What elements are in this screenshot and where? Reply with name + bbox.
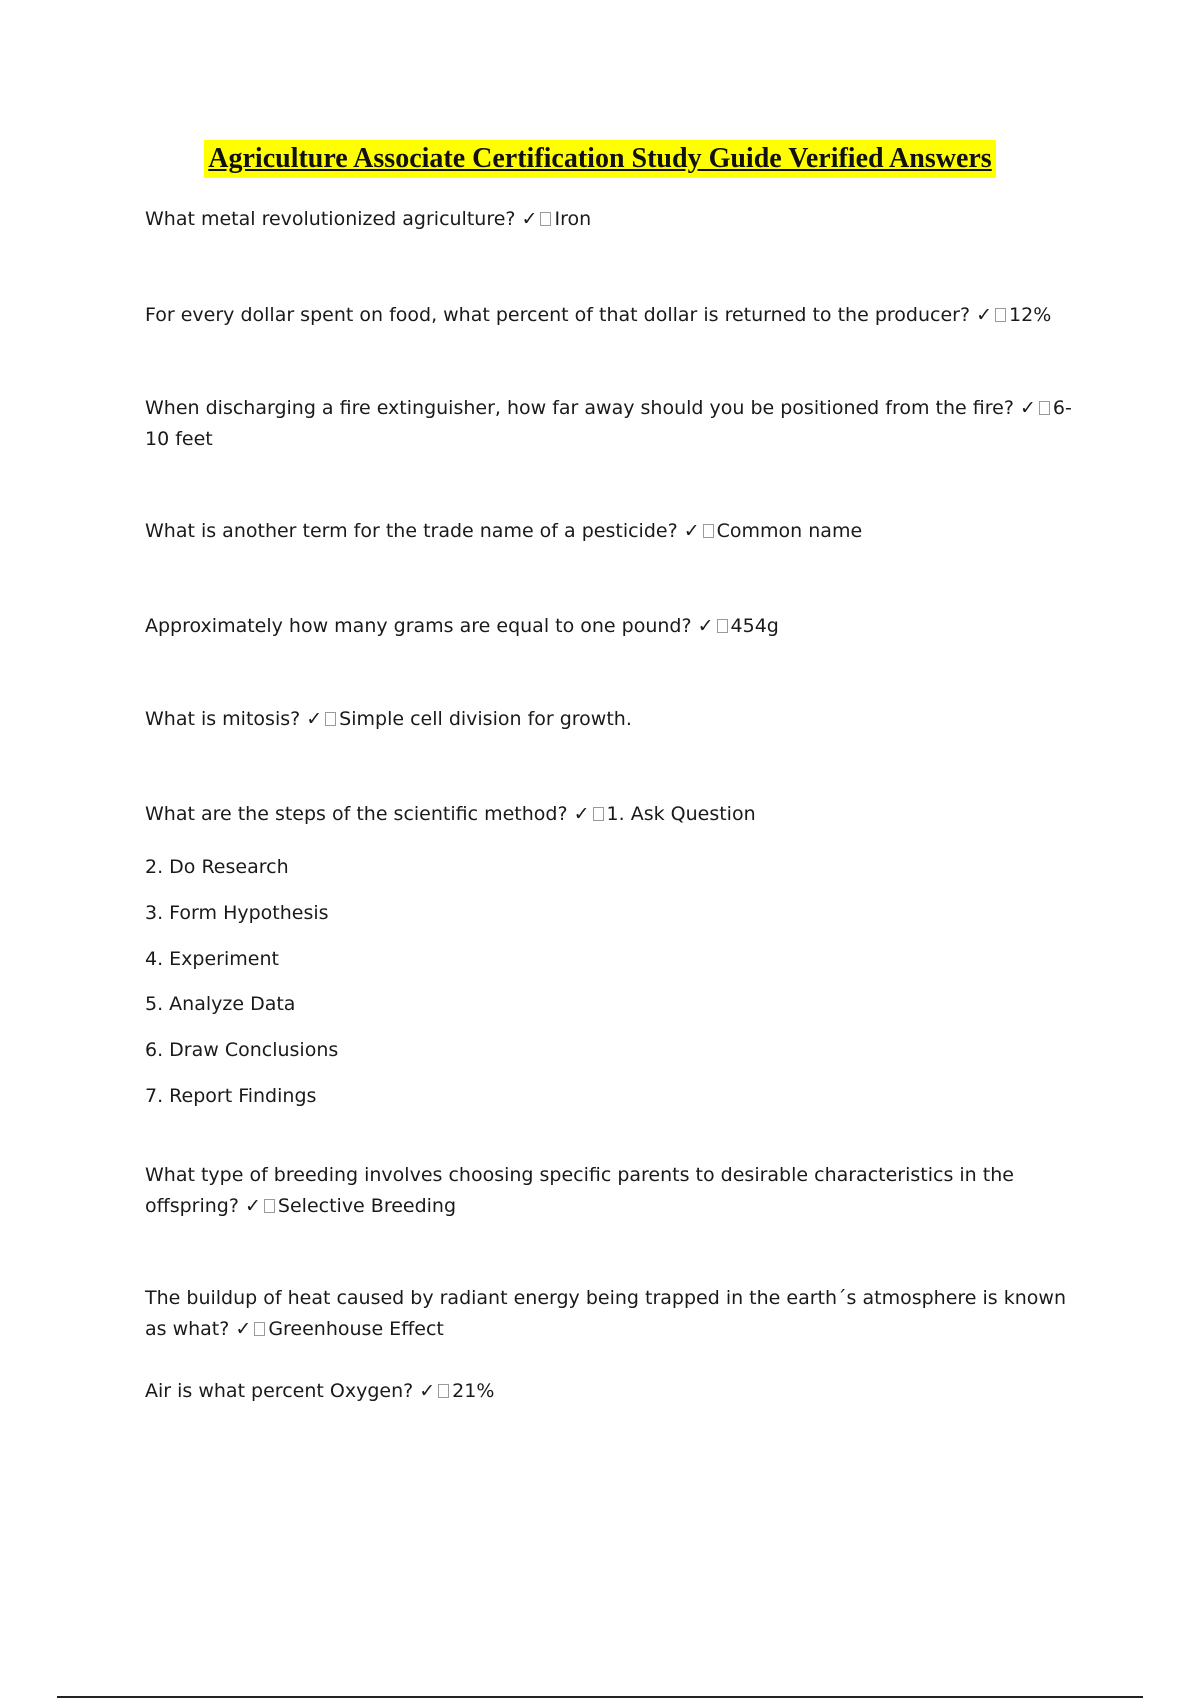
- qa-item: [145, 1283, 1075, 1345]
- check-icon: ✓: [573, 803, 590, 825]
- qa-item: [145, 516, 862, 547]
- question-text: For every dollar spent on food, what percent of that dollar is returned to the producer?: [145, 304, 971, 326]
- answer-text: Iron: [554, 208, 592, 230]
- answer-text: 12%: [1009, 304, 1052, 326]
- check-icon: ✓: [697, 615, 714, 637]
- title-wrapper: [0, 140, 1200, 178]
- list-item: 3. Form Hypothesis: [145, 901, 329, 924]
- check-icon: ✓: [976, 304, 993, 326]
- check-icon: ✓: [235, 1318, 252, 1340]
- question-text: What metal revolutionized agriculture?: [145, 208, 516, 230]
- box-glyph-icon: [438, 1384, 449, 1398]
- answer-text: 21%: [452, 1380, 495, 1402]
- check-icon: ✓: [1019, 397, 1036, 419]
- list-item: 5. Analyze Data: [145, 993, 296, 1016]
- qa-item: [145, 1376, 494, 1407]
- qa-item: [145, 393, 1075, 455]
- question-text: When discharging a fire extinguisher, how far away should you be positioned from the fire?: [145, 397, 1014, 419]
- qa-item: [145, 204, 591, 235]
- check-icon: ✓: [521, 208, 538, 230]
- box-glyph-icon: [703, 524, 714, 538]
- list-item: 6. Draw Conclusions: [145, 1039, 339, 1062]
- question-text: Air is what percent Oxygen?: [145, 1380, 414, 1402]
- qa-item: [145, 611, 779, 642]
- check-icon: ✓: [245, 1195, 261, 1217]
- qa-item: [145, 300, 1051, 331]
- list-item: 7. Report Findings: [145, 1084, 317, 1107]
- document-title: Agriculture Associate Certification Study Guide Verified Answers: [204, 140, 995, 178]
- qa-item: [145, 799, 756, 830]
- check-icon: ✓: [683, 520, 700, 542]
- box-glyph-icon: [593, 807, 604, 821]
- question-text: The buildup of heat caused by radiant energy being trapped in the earth´s atmosphere is known as what?: [145, 1287, 1066, 1340]
- scientific-method-steps: [145, 845, 338, 1120]
- check-icon: ✓: [419, 1380, 436, 1402]
- answer-text: 454g: [730, 615, 779, 637]
- box-glyph-icon: [540, 212, 551, 226]
- box-glyph-icon: [325, 712, 336, 726]
- check-icon: ✓: [306, 708, 323, 730]
- list-item: 2. Do Research: [145, 856, 289, 878]
- question-text: What is mitosis?: [145, 708, 301, 730]
- question-text: What is another term for the trade name of a pesticide?: [145, 520, 678, 542]
- answer-text: 1. Ask Question: [606, 803, 756, 825]
- box-glyph-icon: [1039, 401, 1050, 415]
- question-text: Approximately how many grams are equal to one pound?: [145, 615, 692, 637]
- question-text: What type of breeding involves choosing specific parents to desirable characteristics in the offspring?: [145, 1164, 1014, 1217]
- footer-divider: [57, 1696, 1143, 1698]
- answer-text: Common name: [716, 520, 863, 542]
- box-glyph-icon: [264, 1199, 275, 1213]
- answer-text: Simple cell division for growth.: [339, 708, 632, 730]
- answer-text: Selective Breeding: [277, 1195, 457, 1217]
- box-glyph-icon: [995, 308, 1006, 322]
- question-text: What are the steps of the scientific method?: [145, 803, 568, 825]
- box-glyph-icon: [254, 1322, 265, 1336]
- qa-item: [145, 1160, 1075, 1222]
- list-item: 4. Experiment: [145, 947, 279, 970]
- qa-item: [145, 704, 632, 735]
- box-glyph-icon: [717, 619, 728, 633]
- answer-text: 6-10 feet: [145, 397, 1072, 450]
- answer-text: Greenhouse Effect: [268, 1318, 444, 1340]
